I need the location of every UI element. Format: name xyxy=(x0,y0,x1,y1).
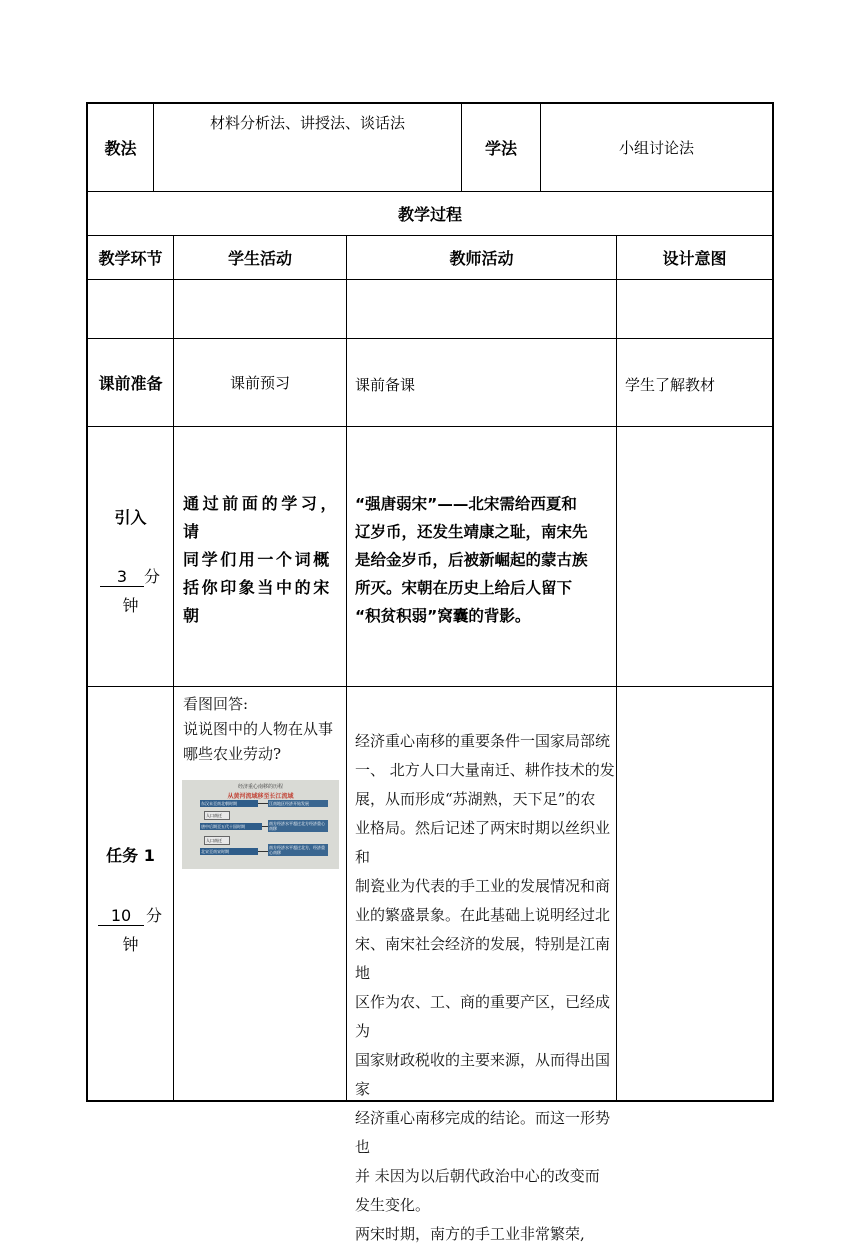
text-line: 两宋时期，南方的手工业非常繁荣, xyxy=(355,1225,585,1243)
text-line: 朝 xyxy=(183,606,200,625)
arrow-right-icon xyxy=(258,803,268,804)
diagram-title: 经济重心南移的历程 xyxy=(237,784,283,790)
col-divider xyxy=(346,235,347,1102)
row-divider xyxy=(86,426,774,427)
diagram-box: 东汉末至南北朝时期 xyxy=(200,800,258,807)
intro-stage: 引入 xyxy=(114,508,147,527)
task1-student-activity xyxy=(183,692,343,767)
text-line: 哪些农业劳动? xyxy=(183,745,282,763)
process-title: 教学过程 xyxy=(397,205,462,224)
text-line: 展，从而形成“苏湖熟，天下足”的农 xyxy=(355,790,596,808)
diagram-box: 江南地区经济开始发展 xyxy=(268,800,328,807)
text-line: 辽岁币，还发生靖康之耻，南宋先 xyxy=(355,523,588,541)
task1-stage: 任务 1 xyxy=(106,846,155,865)
economic-shift-diagram xyxy=(182,780,339,869)
task1-unit-b: 钟 xyxy=(122,935,139,954)
text-line: 所灭。宋朝在历史上给后人留下 xyxy=(355,579,573,597)
intro-teacher-activity xyxy=(355,490,613,630)
text-line: 说说图中的人物在从事 xyxy=(183,720,334,738)
diagram-box: 唐中后期至五代十国时期 xyxy=(200,823,262,830)
text-line: “强唐弱宋”——北宋需给西夏和 xyxy=(355,495,577,513)
text-line: 宋、南宋社会经济的发展，特别是江南地 xyxy=(355,935,611,982)
arrow-right-icon xyxy=(258,851,268,852)
header-stage: 教学环节 xyxy=(98,249,163,268)
prep-student: 课前预习 xyxy=(229,374,290,392)
col-divider xyxy=(616,235,617,1102)
text-line: 发生变化。 xyxy=(355,1196,431,1214)
task1-teacher-activity xyxy=(355,727,615,1249)
text-line: 业格局。然后记述了两宋时期以丝织业和 xyxy=(355,819,611,866)
text-line: 括你印象当中的宋 xyxy=(183,578,332,597)
text-line: 看图回答: xyxy=(183,695,249,713)
diagram-box: 人口南迁 xyxy=(204,811,230,820)
text-line: 是给金岁币，后被新崛起的蒙古族 xyxy=(355,551,588,569)
diagram-box: 南方经济水平超过北方经济重心南移 xyxy=(268,820,328,832)
task1-duration xyxy=(98,903,173,926)
prep-teacher: 课前备课 xyxy=(355,376,416,394)
text-line: 通过前面的学习，请 xyxy=(183,494,338,541)
intro-duration xyxy=(100,564,170,587)
text-line: 并 未因为以后朝代政治中心的改变而 xyxy=(355,1167,600,1185)
header-teacher: 教师活动 xyxy=(449,249,514,268)
diagram-box: 南方经济水平超过北方，经济重心南移 xyxy=(268,844,328,856)
prep-intent: 学生了解教材 xyxy=(625,376,716,394)
intro-unit-a: 分 xyxy=(144,567,161,586)
header-intent: 设计意图 xyxy=(662,249,727,268)
study-value: 小组讨论法 xyxy=(618,139,694,157)
text-line: 制瓷业为代表的手工业的发展情况和商 xyxy=(355,877,611,895)
header-student: 学生活动 xyxy=(227,249,292,268)
text-line: 一、 北方人口大量南迁、耕作技术的发 xyxy=(355,761,615,779)
diagram-box: 人口南迁 xyxy=(204,836,230,845)
method-value: 材料分析法、讲授法、谈话法 xyxy=(209,114,405,132)
task1-minutes: 10 xyxy=(98,906,144,926)
row-divider xyxy=(86,279,774,280)
arrow-right-icon xyxy=(262,826,268,827)
method-label: 教法 xyxy=(104,139,137,158)
row-divider xyxy=(86,686,774,687)
text-line: 经济重心南移的重要条件一国家局部统 xyxy=(355,732,611,750)
study-label: 学法 xyxy=(484,139,517,158)
diagram-box: 北宋至南宋时期 xyxy=(200,848,258,855)
text-line: “积贫积弱”窝囊的背影。 xyxy=(355,607,531,625)
text-line: 业的繁盛景象。在此基础上说明经过北 xyxy=(355,906,611,924)
text-line: 国家财政税收的主要来源，从而得出国家 xyxy=(355,1051,611,1098)
text-line: 同学们用一个词概 xyxy=(183,550,332,569)
task1-unit-a: 分 xyxy=(146,906,163,925)
text-line: 区作为农、工、商的重要产区，已经成为 xyxy=(355,993,611,1040)
text-line: 经济重心南移完成的结论。而这一形势也 xyxy=(355,1109,611,1156)
diagram-subtitle: 从黄河流域移至长江流域 xyxy=(227,793,294,800)
intro-unit-b: 钟 xyxy=(122,596,139,615)
prep-stage: 课前准备 xyxy=(98,374,163,393)
intro-minutes: 3 xyxy=(100,567,144,587)
intro-student-activity xyxy=(183,490,338,630)
